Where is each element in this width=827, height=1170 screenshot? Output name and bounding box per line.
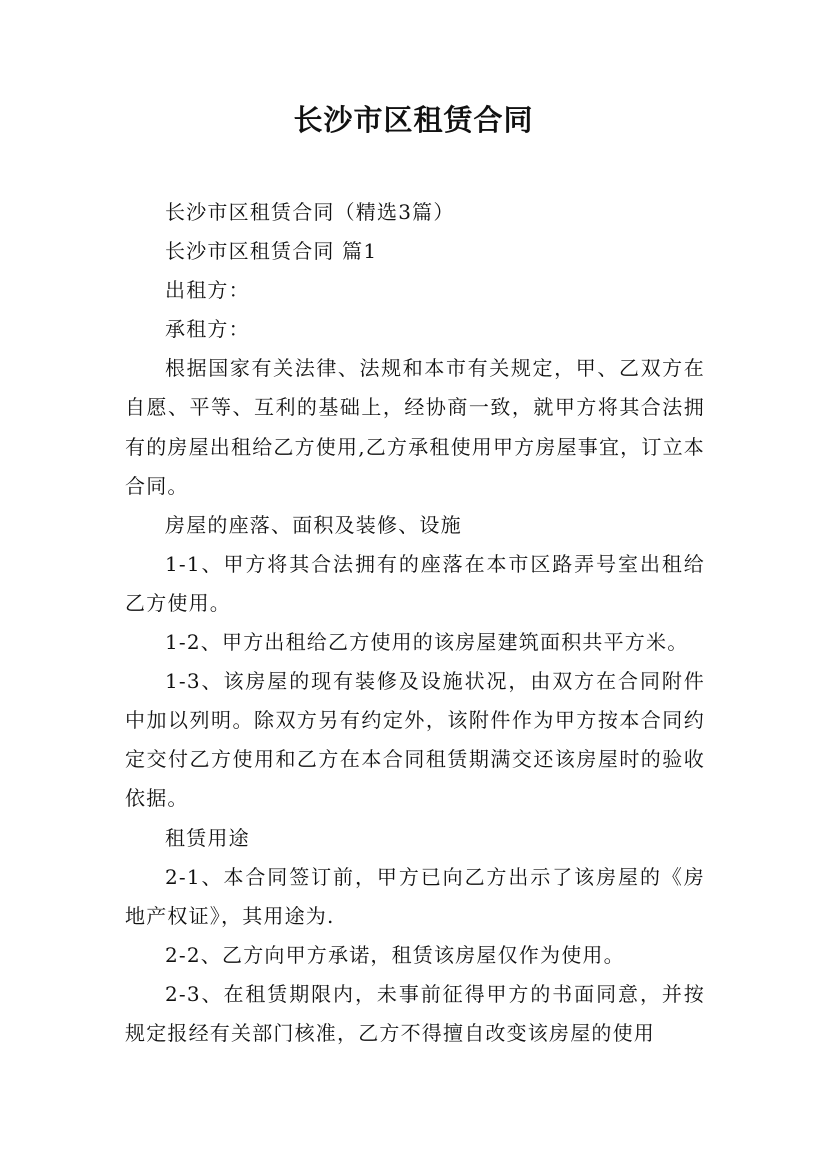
paragraph-clause-2-2: 2-2、乙方向甲方承诺，租赁该房屋仅作为使用。 [165, 942, 625, 967]
paragraph-preamble: 根据国家有关法律、法规和本市有关规定，甲、乙双方在自愿、平等、互利的基础上，经协商一致，就甲方将其合法拥有的房屋出租给乙方使用,乙方承租使用甲方房屋事宜，订立本合同。 [125, 356, 705, 498]
paragraph-clause-1-2: 1-2、甲方出租给乙方使用的该房屋建筑面积共平方米。 [165, 630, 689, 655]
paragraph-heading-usage: 租赁用途 [165, 825, 250, 850]
paragraph-clause-1-3: 1-3、该房屋的现有装修及设施状况，由双方在合同附件中加以列明。除双方另有约定外，该附件作为甲方按本合同约定交付乙方使用和乙方在本合同租赁期满交还该房屋时的验收依据。 [125, 669, 705, 811]
document-body [125, 193, 705, 1053]
paragraph-clause-1-1: 1-1、甲方将其合法拥有的座落在本市区路弄号室出租给乙方使用。 [125, 551, 705, 615]
paragraph-lessor: 出租方： [165, 278, 250, 303]
paragraph-section-heading: 长沙市区租赁合同 篇1 [165, 239, 378, 264]
paragraph-lessee: 承租方： [165, 317, 250, 342]
document-title: 长沙市区租赁合同 [293, 103, 534, 137]
paragraph-heading-location: 房屋的座落、面积及装修、设施 [165, 512, 462, 537]
paragraph-clause-2-1: 2-1、本合同签订前，甲方已向乙方出示了该房屋的《房地产权证》，其用途为. [125, 864, 705, 928]
paragraph-subtitle: 长沙市区租赁合同（精选3篇） [165, 200, 455, 224]
paragraph-clause-2-3: 2-3、在租赁期限内，未事前征得甲方的书面同意，并按规定报经有关部门核准，乙方不得擅自改变该房屋的使用 [125, 981, 705, 1045]
